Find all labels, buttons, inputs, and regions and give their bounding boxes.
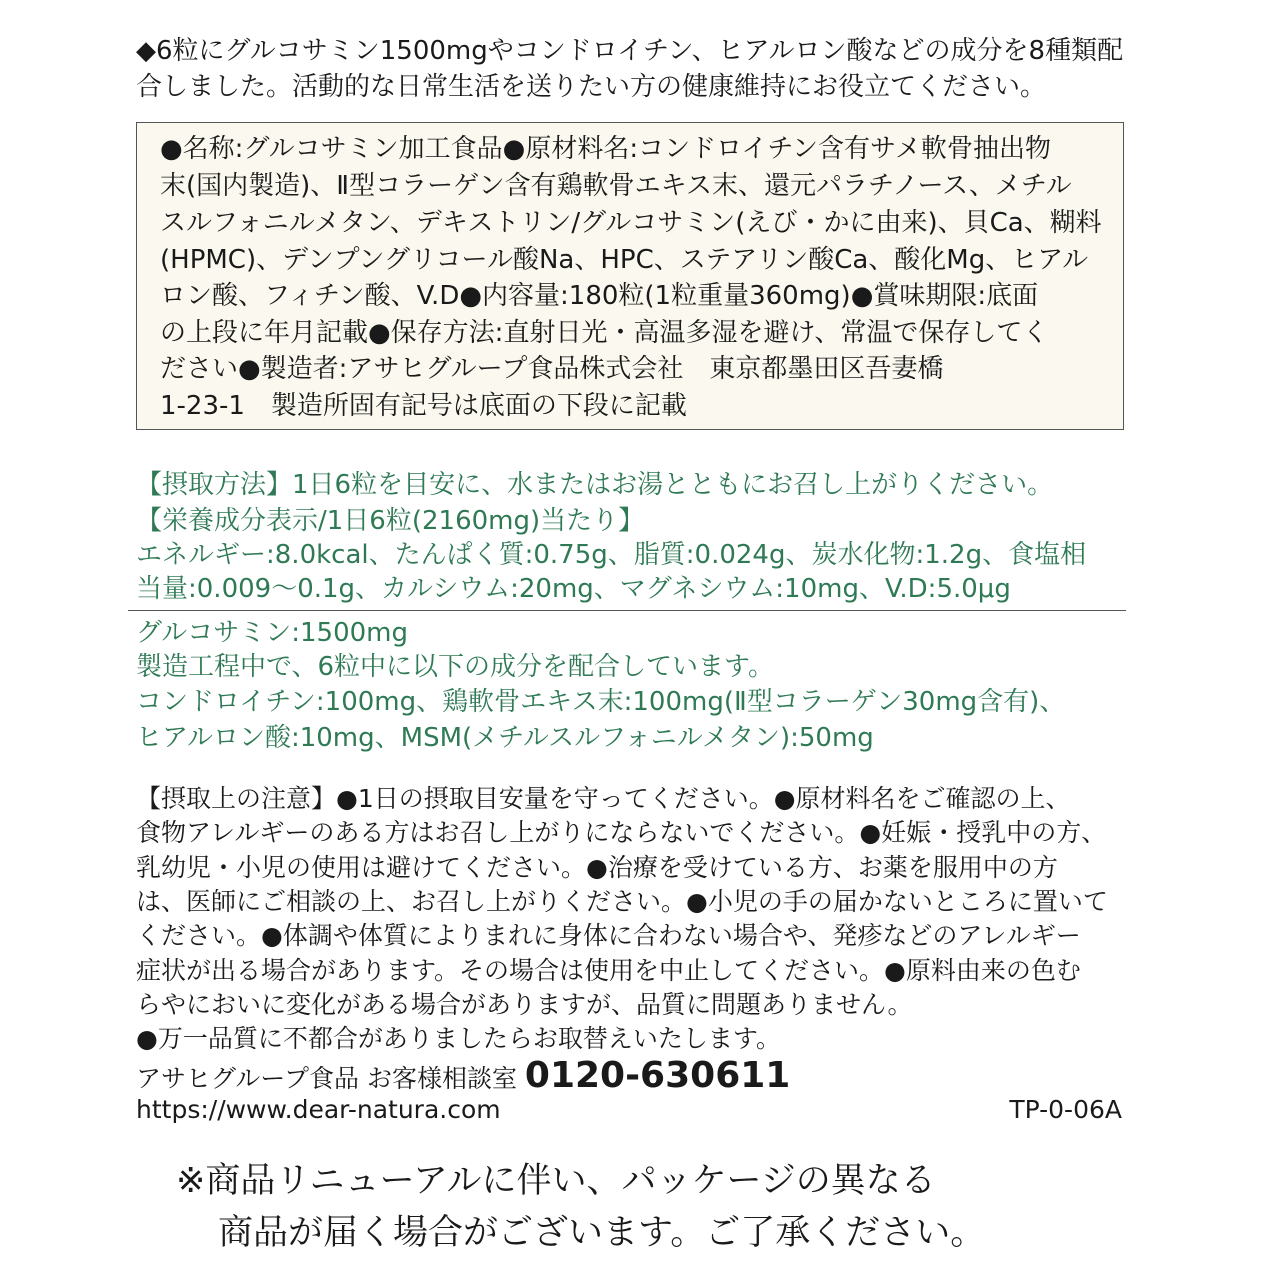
caution-line: らやにおいに変化がある場合がありますが、品質に問題ありません。 [136, 990, 913, 1019]
customer-service [136, 1055, 791, 1096]
notice-line: 商品が届く場合がございます。ご了承ください。 [218, 1213, 986, 1253]
notice-line: ※商品リニューアルに伴い、パッケージの異なる [176, 1161, 936, 1201]
caution-line: ●万一品質に不都合がありましたらお取替えいたします。 [136, 1024, 781, 1053]
caution-line: 乳幼児・小児の使用は避けてください。●治療を受けている方、お薬を服用中の方 [136, 853, 1058, 882]
caution-line: ください。●体調や体質によりまれに身体に合わない場合や、発疹などのアレルギー [136, 921, 1081, 950]
label-line: スルフォニルメタン、デキストリン/グルコサミン(えび・かに由来)、貝Ca、糊料 [160, 208, 1102, 238]
label-line: ●名称:グルコサミン加工食品●原材料名:コンドロイチン含有サメ軟骨抽出物 [160, 134, 1051, 164]
caution-line: は、医師にご相談の上、お召し上がりください。●小児の手の届かないところに置いて [136, 887, 1108, 916]
product-code: TP-0-06A [1009, 1095, 1122, 1124]
label-line: (HPMC)、デンプングリコール酸Na、HPC、ステアリン酸Ca、酸化Mg、ヒアル [160, 245, 1089, 275]
caution-line: 症状が出る場合があります。その場合は使用を中止してください。●原料由来の色む [136, 956, 1081, 985]
ingredient-line: コンドロイチン:100mg、鶏軟骨エキス末:100mg(Ⅱ型コラーゲン30mg含有)、 [136, 687, 1066, 717]
nutrition-heading: 【栄養成分表示/1日6粒(2160mg)当たり】 [136, 506, 645, 536]
website-url: https://www.dear-natura.com [136, 1095, 501, 1124]
caution-line: 【摂取上の注意】●1日の摂取目安量を守ってください。●原材料名をご確認の上、 [136, 784, 1071, 813]
divider [128, 610, 1126, 611]
label-line: 1-23-1 製造所固有記号は底面の下段に記載 [160, 391, 687, 421]
caution-line: 食物アレルギーのある方はお召し上がりにならないでください。●妊娠・授乳中の方、 [136, 818, 1107, 847]
ingredient-line: ヒアルロン酸:10mg、MSM(メチルスルフォニルメタン):50mg [136, 723, 874, 753]
ingredient-line: 製造工程中で、6粒中に以下の成分を配合しています。 [136, 652, 774, 682]
phone-number: 0120-630611 [524, 1055, 791, 1096]
intro-line: ◆6粒にグルコサミン1500mgやコンドロイチン、ヒアルロン酸などの成分を8種類配 [136, 36, 1124, 66]
label-line: ロン酸、フィチン酸、V.D●内容量:180粒(1粒重量360mg)●賞味期限:底面 [160, 281, 1039, 311]
nutrition-facts-line: 当量:0.009〜0.1g、カルシウム:20mg、マグネシウム:10mg、V.D:5.0μg [136, 574, 1011, 604]
label-line: ださい●製造者:アサヒグループ食品株式会社 東京都墨田区吾妻橋 [160, 354, 944, 384]
ingredient-line: グルコサミン:1500mg [136, 618, 408, 648]
label-line: の上段に年月記載●保存方法:直射日光・高温多湿を避け、常温で保存してく [160, 318, 1049, 348]
label-line: 末(国内製造)、Ⅱ型コラーゲン含有鶏軟骨エキス末、還元パラチノース、メチル [160, 171, 1072, 201]
customer-service-label: アサヒグループ食品 お客様相談室 [136, 1064, 517, 1093]
nutrition-facts-line: エネルギー:8.0kcal、たんぱく質:0.75g、脂質:0.024g、炭水化物:1.2g、食塩相 [136, 540, 1087, 570]
intake-method: 【摂取方法】1日6粒を目安に、水またはお湯とともにお召し上がりください。 [136, 470, 1054, 500]
intro-line: 合しました。活動的な日常生活を送りたい方の健康維持にお役立てください。 [136, 72, 1047, 102]
